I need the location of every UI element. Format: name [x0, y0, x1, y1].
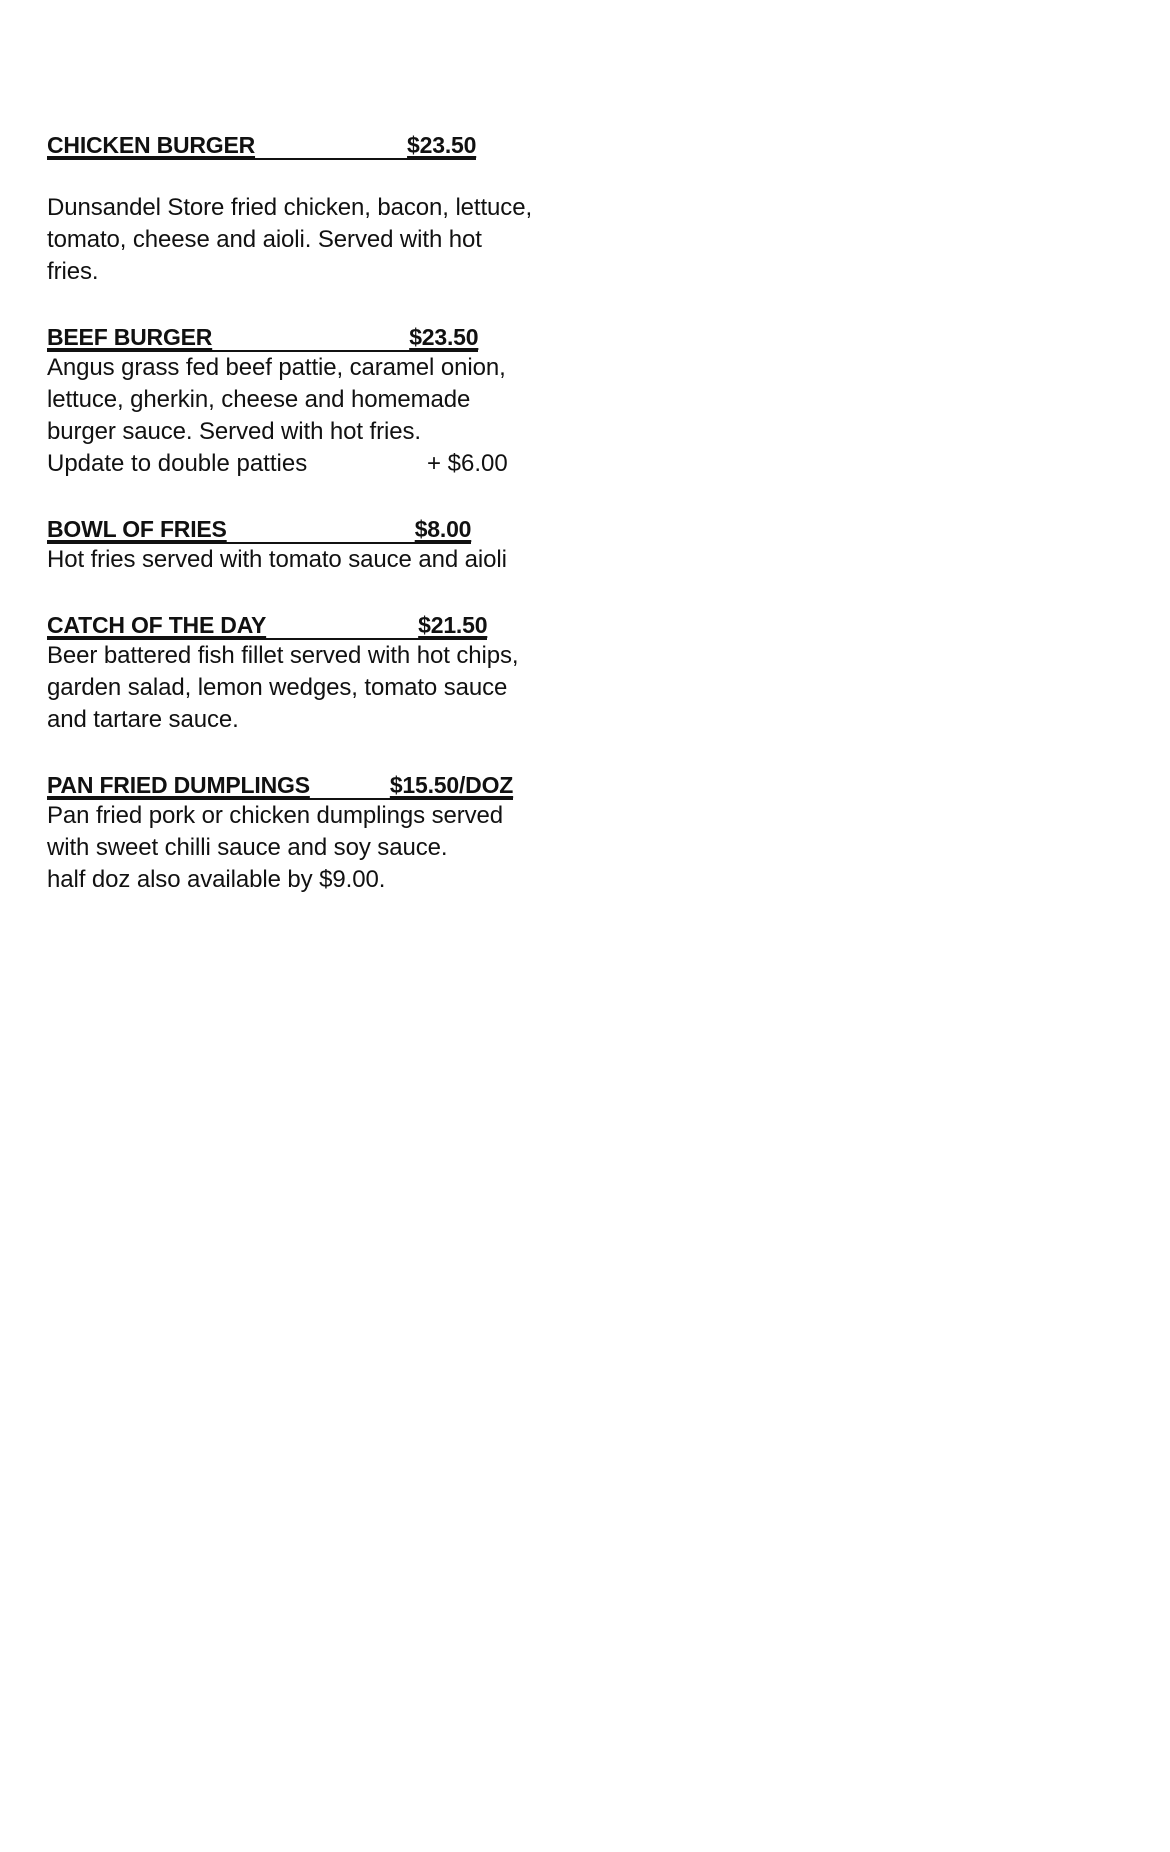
menu-item-catch-of-the-day — [47, 608, 547, 736]
menu-item-pan-fried-dumplings — [47, 768, 547, 896]
menu-item-description-line: Beer battered fish fillet served with hot chips, — [47, 642, 519, 669]
menu-item-name: PAN FRIED DUMPLINGS — [47, 772, 310, 798]
menu-item-price: $23.50 — [409, 324, 479, 350]
menu-item-name: BOWL OF FRIES — [47, 516, 227, 542]
menu-item-description-line: tomato, cheese and aioli. Served with hot — [47, 226, 482, 253]
menu-item-description-line: lettuce, gherkin, cheese and homemade — [47, 386, 471, 413]
menu-item-name: CATCH OF THE DAY — [47, 612, 267, 638]
menu-item-price: $23.50 — [407, 132, 477, 158]
menu-item-addon — [47, 448, 547, 480]
menu-item-description-line: with sweet chilli sauce and soy sauce. — [47, 834, 448, 861]
menu-item-beef-burger — [47, 320, 547, 480]
addon-label: Update to double patties — [47, 450, 308, 477]
menu-item-description-line: Dunsandel Store fried chicken, bacon, lettuce, — [47, 194, 533, 221]
menu-item-price: $21.50 — [418, 612, 488, 638]
menu-item-description-line: and tartare sauce. — [47, 706, 239, 733]
menu-item-heading — [47, 320, 547, 352]
menu-item-price: $15.50/DOZ — [389, 772, 514, 798]
menu-item-heading — [47, 608, 547, 640]
menu — [47, 128, 547, 896]
addon-price: + $6.00 — [427, 450, 508, 477]
menu-item-description-line: garden salad, lemon wedges, tomato sauce — [47, 674, 508, 701]
menu-item-bowl-of-fries — [47, 512, 547, 576]
heading-rule — [212, 324, 409, 352]
menu-item-name: CHICKEN BURGER — [47, 132, 256, 158]
menu-item-description-line: Pan fried pork or chicken dumplings served — [47, 802, 504, 829]
heading-rule — [310, 772, 390, 800]
heading-rule — [266, 612, 418, 640]
menu-item-description-line: half doz also available by $9.00. — [47, 866, 386, 893]
menu-item-name: BEEF BURGER — [47, 324, 213, 350]
menu-item-description-line: Hot fries served with tomato sauce and aioli — [47, 546, 507, 573]
menu-item-heading — [47, 768, 547, 800]
menu-item-description-line: Angus grass fed beef pattie, caramel onion, — [47, 354, 506, 381]
heading-rule — [227, 516, 415, 544]
menu-item-heading — [47, 128, 547, 160]
menu-item-chicken-burger — [47, 128, 547, 288]
menu-item-price: $8.00 — [414, 516, 472, 542]
heading-rule — [255, 132, 407, 160]
menu-item-heading — [47, 512, 547, 544]
menu-item-description-line: fries. — [47, 258, 99, 285]
menu-item-description-line: burger sauce. Served with hot fries. — [47, 418, 421, 445]
